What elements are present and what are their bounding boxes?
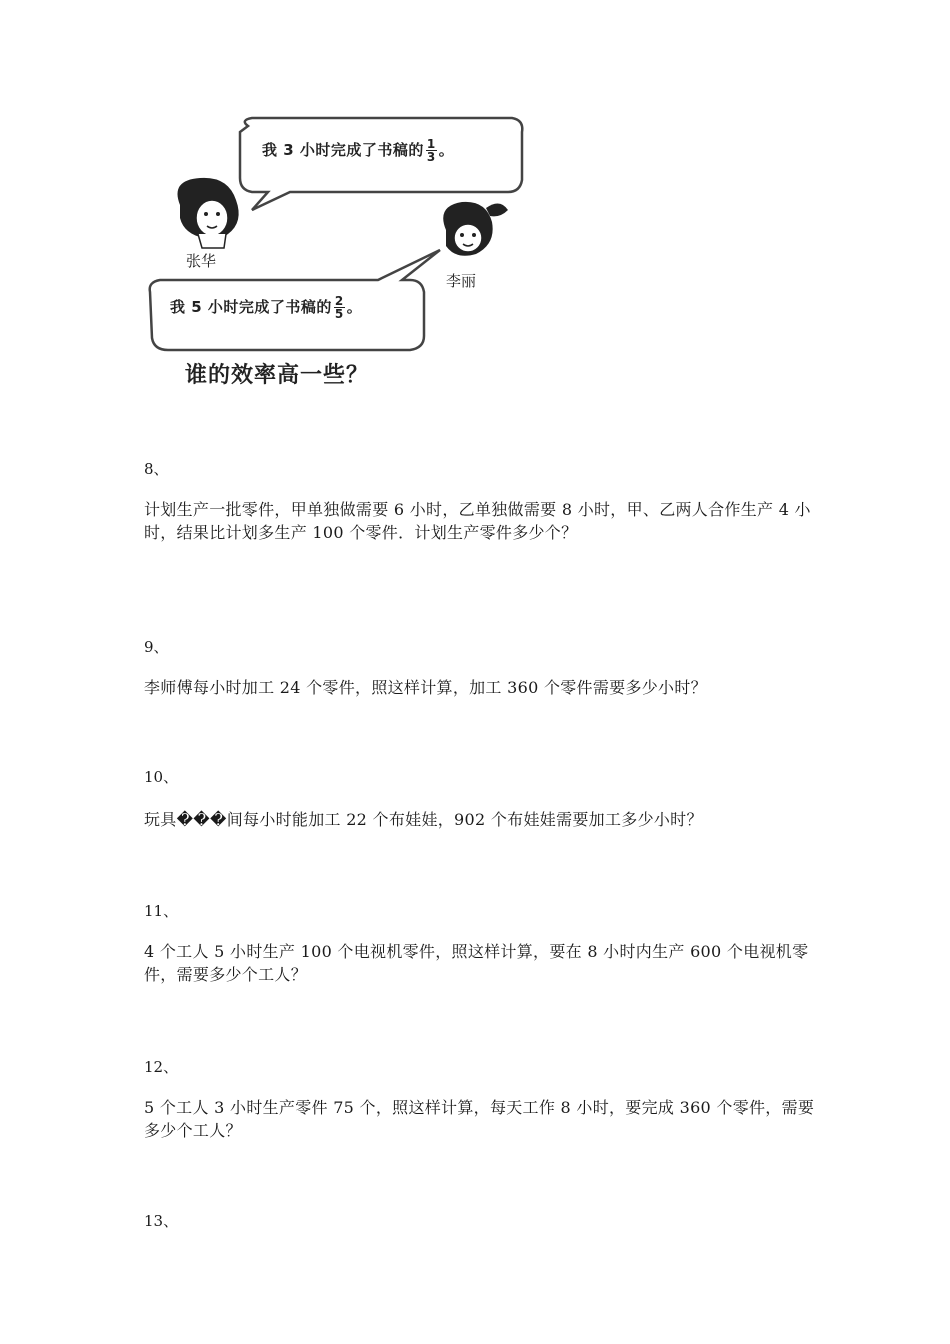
fraction-numerator: 2 [334,294,344,308]
question-number: 9、 [144,638,169,656]
zhanghua-figure [178,178,239,248]
zhanghua-speech [262,138,454,163]
question-number: 11、 [144,902,179,920]
question-text: 4 个工人 5 小时生产 100 个电视机零件，照这样计算，要在 8 小时内生产 600 个电视机零件，需要多少个工人？ [144,942,809,984]
fraction-denominator: 3 [426,150,436,164]
illustration [140,110,540,400]
zhanghua-speech-prefix: 我 3 小时完成了书稿的 [262,141,424,159]
question-text: 李师傅每小时加工 24 个零件，照这样计算，加工 360 个零件需要多少小时？ [144,678,707,697]
fraction-one-third [426,138,437,163]
question-number: 12、 [144,1058,179,1076]
lili-speech-suffix: 。 [346,298,363,316]
zhanghua-speech-suffix: 。 [438,141,455,159]
question-text: 5 个工人 3 小时生产零件 75 个，照这样计算，每天工作 8 小时，要完成 360 个零件，需要多少个工人？ [144,1098,815,1140]
question-number: 10、 [144,768,179,786]
fraction-two-fifths [334,295,345,320]
lili-figure [443,202,508,256]
fraction-denominator: 5 [334,307,344,321]
lili-speech [170,295,362,320]
figure-question: 谁的效率高一些？ [185,363,370,388]
question-text: 计划生产一批零件，甲单独做需要 6 小时，乙单独做需要 8 小时，甲、乙两人合作生产 4 小时，结果比计划多生产 100 个零件．计划生产零件多少个？ [144,500,811,542]
question-number: 8、 [144,460,169,478]
name-lili: 李丽 [446,272,477,290]
fraction-numerator: 1 [426,137,436,151]
name-zhanghua: 张华 [186,252,217,270]
question-number: 13、 [144,1212,179,1230]
lili-speech-prefix: 我 5 小时完成了书稿的 [170,298,332,316]
question-text: 玩具���间每小时能加工 22 个布娃娃，902 个布娃娃需要加工多少小时？ [144,810,703,829]
